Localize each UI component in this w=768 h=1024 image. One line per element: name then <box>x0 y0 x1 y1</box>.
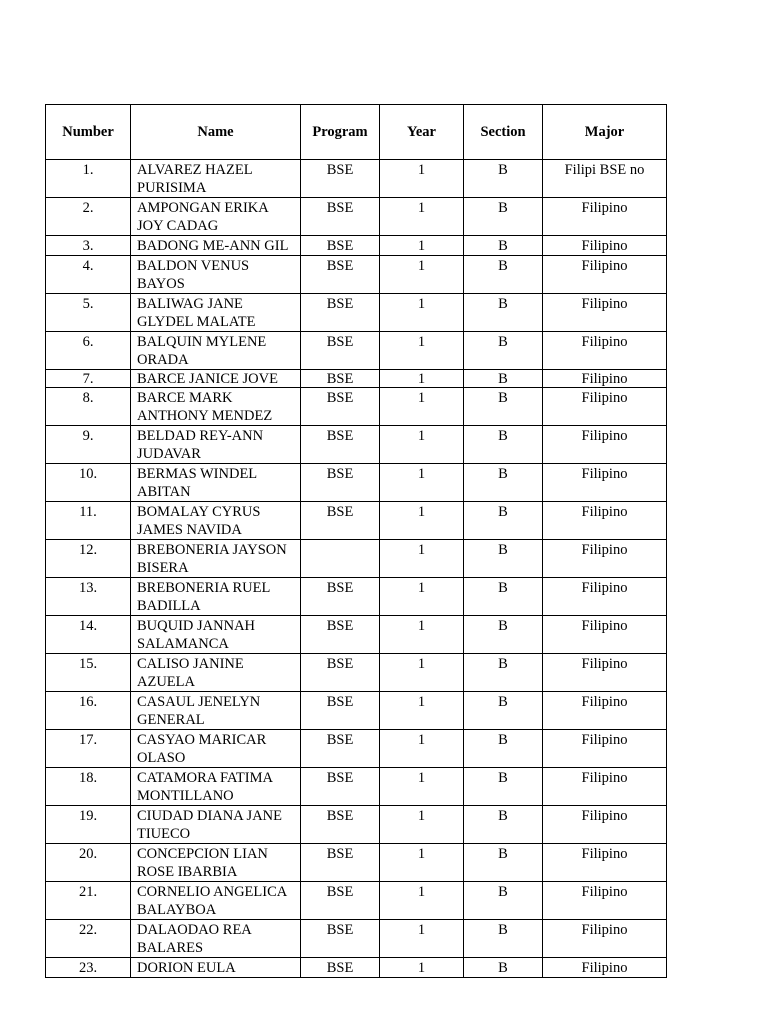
cell-major: Filipino <box>543 426 667 464</box>
cell-name: CONCEPCION LIAN ROSE IBARBIA <box>131 844 301 882</box>
cell-major: Filipino <box>543 578 667 616</box>
header-program: Program <box>301 105 380 160</box>
cell-program: BSE <box>301 768 380 806</box>
cell-program: BSE <box>301 332 380 370</box>
cell-major: Filipino <box>543 236 667 256</box>
cell-major: Filipino <box>543 616 667 654</box>
cell-name: BALDON VENUS BAYOS <box>131 256 301 294</box>
cell-number: 18. <box>46 768 131 806</box>
table-row <box>46 332 667 370</box>
cell-name: BUQUID JANNAH SALAMANCA <box>131 616 301 654</box>
table-row <box>46 692 667 730</box>
cell-number: 17. <box>46 730 131 768</box>
cell-section: B <box>464 844 543 882</box>
cell-name: BALQUIN MYLENE ORADA <box>131 332 301 370</box>
cell-year: 1 <box>380 654 464 692</box>
cell-number: 14. <box>46 616 131 654</box>
cell-year: 1 <box>380 294 464 332</box>
header-section: Section <box>464 105 543 160</box>
cell-year: 1 <box>380 540 464 578</box>
cell-major: Filipino <box>543 464 667 502</box>
cell-major: Filipino <box>543 256 667 294</box>
cell-year: 1 <box>380 198 464 236</box>
cell-program <box>301 540 380 578</box>
cell-program: BSE <box>301 388 380 426</box>
cell-program: BSE <box>301 236 380 256</box>
cell-major: Filipino <box>543 692 667 730</box>
table-row <box>46 768 667 806</box>
cell-year: 1 <box>380 692 464 730</box>
header-number: Number <box>46 105 131 160</box>
cell-section: B <box>464 236 543 256</box>
cell-number: 8. <box>46 388 131 426</box>
cell-program: BSE <box>301 730 380 768</box>
cell-number: 5. <box>46 294 131 332</box>
table-row <box>46 882 667 920</box>
cell-major: Filipino <box>543 920 667 958</box>
cell-section: B <box>464 332 543 370</box>
cell-number: 11. <box>46 502 131 540</box>
cell-section: B <box>464 540 543 578</box>
cell-name: DORION EULA <box>131 958 301 978</box>
cell-name: BADONG ME-ANN GIL <box>131 236 301 256</box>
table-row <box>46 844 667 882</box>
cell-section: B <box>464 388 543 426</box>
cell-year: 1 <box>380 578 464 616</box>
table-row <box>46 654 667 692</box>
cell-section: B <box>464 294 543 332</box>
cell-major: Filipino <box>543 388 667 426</box>
cell-section: B <box>464 370 543 388</box>
table-row <box>46 806 667 844</box>
cell-program: BSE <box>301 844 380 882</box>
cell-year: 1 <box>380 502 464 540</box>
header-name: Name <box>131 105 301 160</box>
cell-year: 1 <box>380 370 464 388</box>
cell-program: BSE <box>301 294 380 332</box>
cell-name: BARCE MARK ANTHONY MENDEZ <box>131 388 301 426</box>
cell-section: B <box>464 730 543 768</box>
table-row <box>46 730 667 768</box>
cell-program: BSE <box>301 256 380 294</box>
cell-name: AMPONGAN ERIKA JOY CADAG <box>131 198 301 236</box>
cell-year: 1 <box>380 160 464 198</box>
table-row <box>46 464 667 502</box>
cell-number: 16. <box>46 692 131 730</box>
cell-section: B <box>464 920 543 958</box>
cell-section: B <box>464 882 543 920</box>
cell-name: BREBONERIA RUEL BADILLA <box>131 578 301 616</box>
cell-section: B <box>464 160 543 198</box>
cell-section: B <box>464 502 543 540</box>
cell-name: CASAUL JENELYN GENERAL <box>131 692 301 730</box>
cell-number: 3. <box>46 236 131 256</box>
header-year: Year <box>380 105 464 160</box>
cell-number: 21. <box>46 882 131 920</box>
cell-program: BSE <box>301 616 380 654</box>
cell-program: BSE <box>301 198 380 236</box>
table-body <box>46 160 667 978</box>
cell-year: 1 <box>380 730 464 768</box>
cell-major: Filipino <box>543 332 667 370</box>
cell-major: Filipino <box>543 882 667 920</box>
table-row <box>46 160 667 198</box>
cell-program: BSE <box>301 464 380 502</box>
cell-year: 1 <box>380 882 464 920</box>
cell-year: 1 <box>380 426 464 464</box>
cell-section: B <box>464 768 543 806</box>
cell-number: 7. <box>46 370 131 388</box>
cell-number: 23. <box>46 958 131 978</box>
cell-major: Filipino <box>543 198 667 236</box>
table-row <box>46 578 667 616</box>
table-row <box>46 958 667 978</box>
cell-number: 15. <box>46 654 131 692</box>
cell-program: BSE <box>301 426 380 464</box>
cell-number: 20. <box>46 844 131 882</box>
cell-major: Filipi BSE no <box>543 160 667 198</box>
cell-year: 1 <box>380 768 464 806</box>
cell-section: B <box>464 578 543 616</box>
header-major: Major <box>543 105 667 160</box>
cell-number: 19. <box>46 806 131 844</box>
cell-major: Filipino <box>543 806 667 844</box>
cell-major: Filipino <box>543 730 667 768</box>
cell-year: 1 <box>380 332 464 370</box>
table-row <box>46 616 667 654</box>
cell-name: BOMALAY CYRUS JAMES NAVIDA <box>131 502 301 540</box>
cell-name: BARCE JANICE JOVE <box>131 370 301 388</box>
table-row <box>46 388 667 426</box>
cell-name: CATAMORA FATIMA MONTILLANO <box>131 768 301 806</box>
cell-major: Filipino <box>543 768 667 806</box>
cell-number: 22. <box>46 920 131 958</box>
cell-number: 2. <box>46 198 131 236</box>
cell-program: BSE <box>301 502 380 540</box>
cell-major: Filipino <box>543 654 667 692</box>
cell-program: BSE <box>301 160 380 198</box>
table-row <box>46 294 667 332</box>
cell-year: 1 <box>380 806 464 844</box>
cell-program: BSE <box>301 370 380 388</box>
cell-number: 10. <box>46 464 131 502</box>
cell-number: 9. <box>46 426 131 464</box>
cell-name: CALISO JANINE AZUELA <box>131 654 301 692</box>
cell-name: BREBONERIA JAYSON BISERA <box>131 540 301 578</box>
cell-section: B <box>464 806 543 844</box>
table-header-row <box>46 105 667 160</box>
cell-section: B <box>464 464 543 502</box>
cell-program: BSE <box>301 882 380 920</box>
cell-number: 4. <box>46 256 131 294</box>
cell-name: CORNELIO ANGELICA BALAYBOA <box>131 882 301 920</box>
cell-number: 13. <box>46 578 131 616</box>
student-roster-table <box>45 104 667 978</box>
cell-program: BSE <box>301 654 380 692</box>
cell-section: B <box>464 958 543 978</box>
cell-program: BSE <box>301 578 380 616</box>
cell-year: 1 <box>380 958 464 978</box>
cell-name: CIUDAD DIANA JANE TIUECO <box>131 806 301 844</box>
cell-name: CASYAO MARICAR OLASO <box>131 730 301 768</box>
cell-program: BSE <box>301 920 380 958</box>
table-row <box>46 502 667 540</box>
table-row <box>46 540 667 578</box>
table-row <box>46 370 667 388</box>
cell-major: Filipino <box>543 540 667 578</box>
cell-name: ALVAREZ HAZEL PURISIMA <box>131 160 301 198</box>
cell-year: 1 <box>380 844 464 882</box>
cell-section: B <box>464 654 543 692</box>
cell-year: 1 <box>380 464 464 502</box>
cell-section: B <box>464 198 543 236</box>
table-row <box>46 198 667 236</box>
cell-year: 1 <box>380 616 464 654</box>
cell-name: BALIWAG JANE GLYDEL MALATE <box>131 294 301 332</box>
cell-major: Filipino <box>543 502 667 540</box>
table-row <box>46 236 667 256</box>
cell-major: Filipino <box>543 844 667 882</box>
table-row <box>46 426 667 464</box>
table-row <box>46 256 667 294</box>
cell-name: BERMAS WINDEL ABITAN <box>131 464 301 502</box>
cell-year: 1 <box>380 920 464 958</box>
cell-year: 1 <box>380 256 464 294</box>
cell-year: 1 <box>380 236 464 256</box>
cell-program: BSE <box>301 806 380 844</box>
cell-year: 1 <box>380 388 464 426</box>
cell-section: B <box>464 692 543 730</box>
cell-number: 1. <box>46 160 131 198</box>
cell-section: B <box>464 426 543 464</box>
table-row <box>46 920 667 958</box>
cell-number: 12. <box>46 540 131 578</box>
cell-major: Filipino <box>543 958 667 978</box>
cell-section: B <box>464 256 543 294</box>
cell-program: BSE <box>301 958 380 978</box>
cell-major: Filipino <box>543 294 667 332</box>
cell-name: BELDAD REY-ANN JUDAVAR <box>131 426 301 464</box>
cell-section: B <box>464 616 543 654</box>
cell-program: BSE <box>301 692 380 730</box>
cell-name: DALAODAO REA BALARES <box>131 920 301 958</box>
cell-number: 6. <box>46 332 131 370</box>
cell-major: Filipino <box>543 370 667 388</box>
